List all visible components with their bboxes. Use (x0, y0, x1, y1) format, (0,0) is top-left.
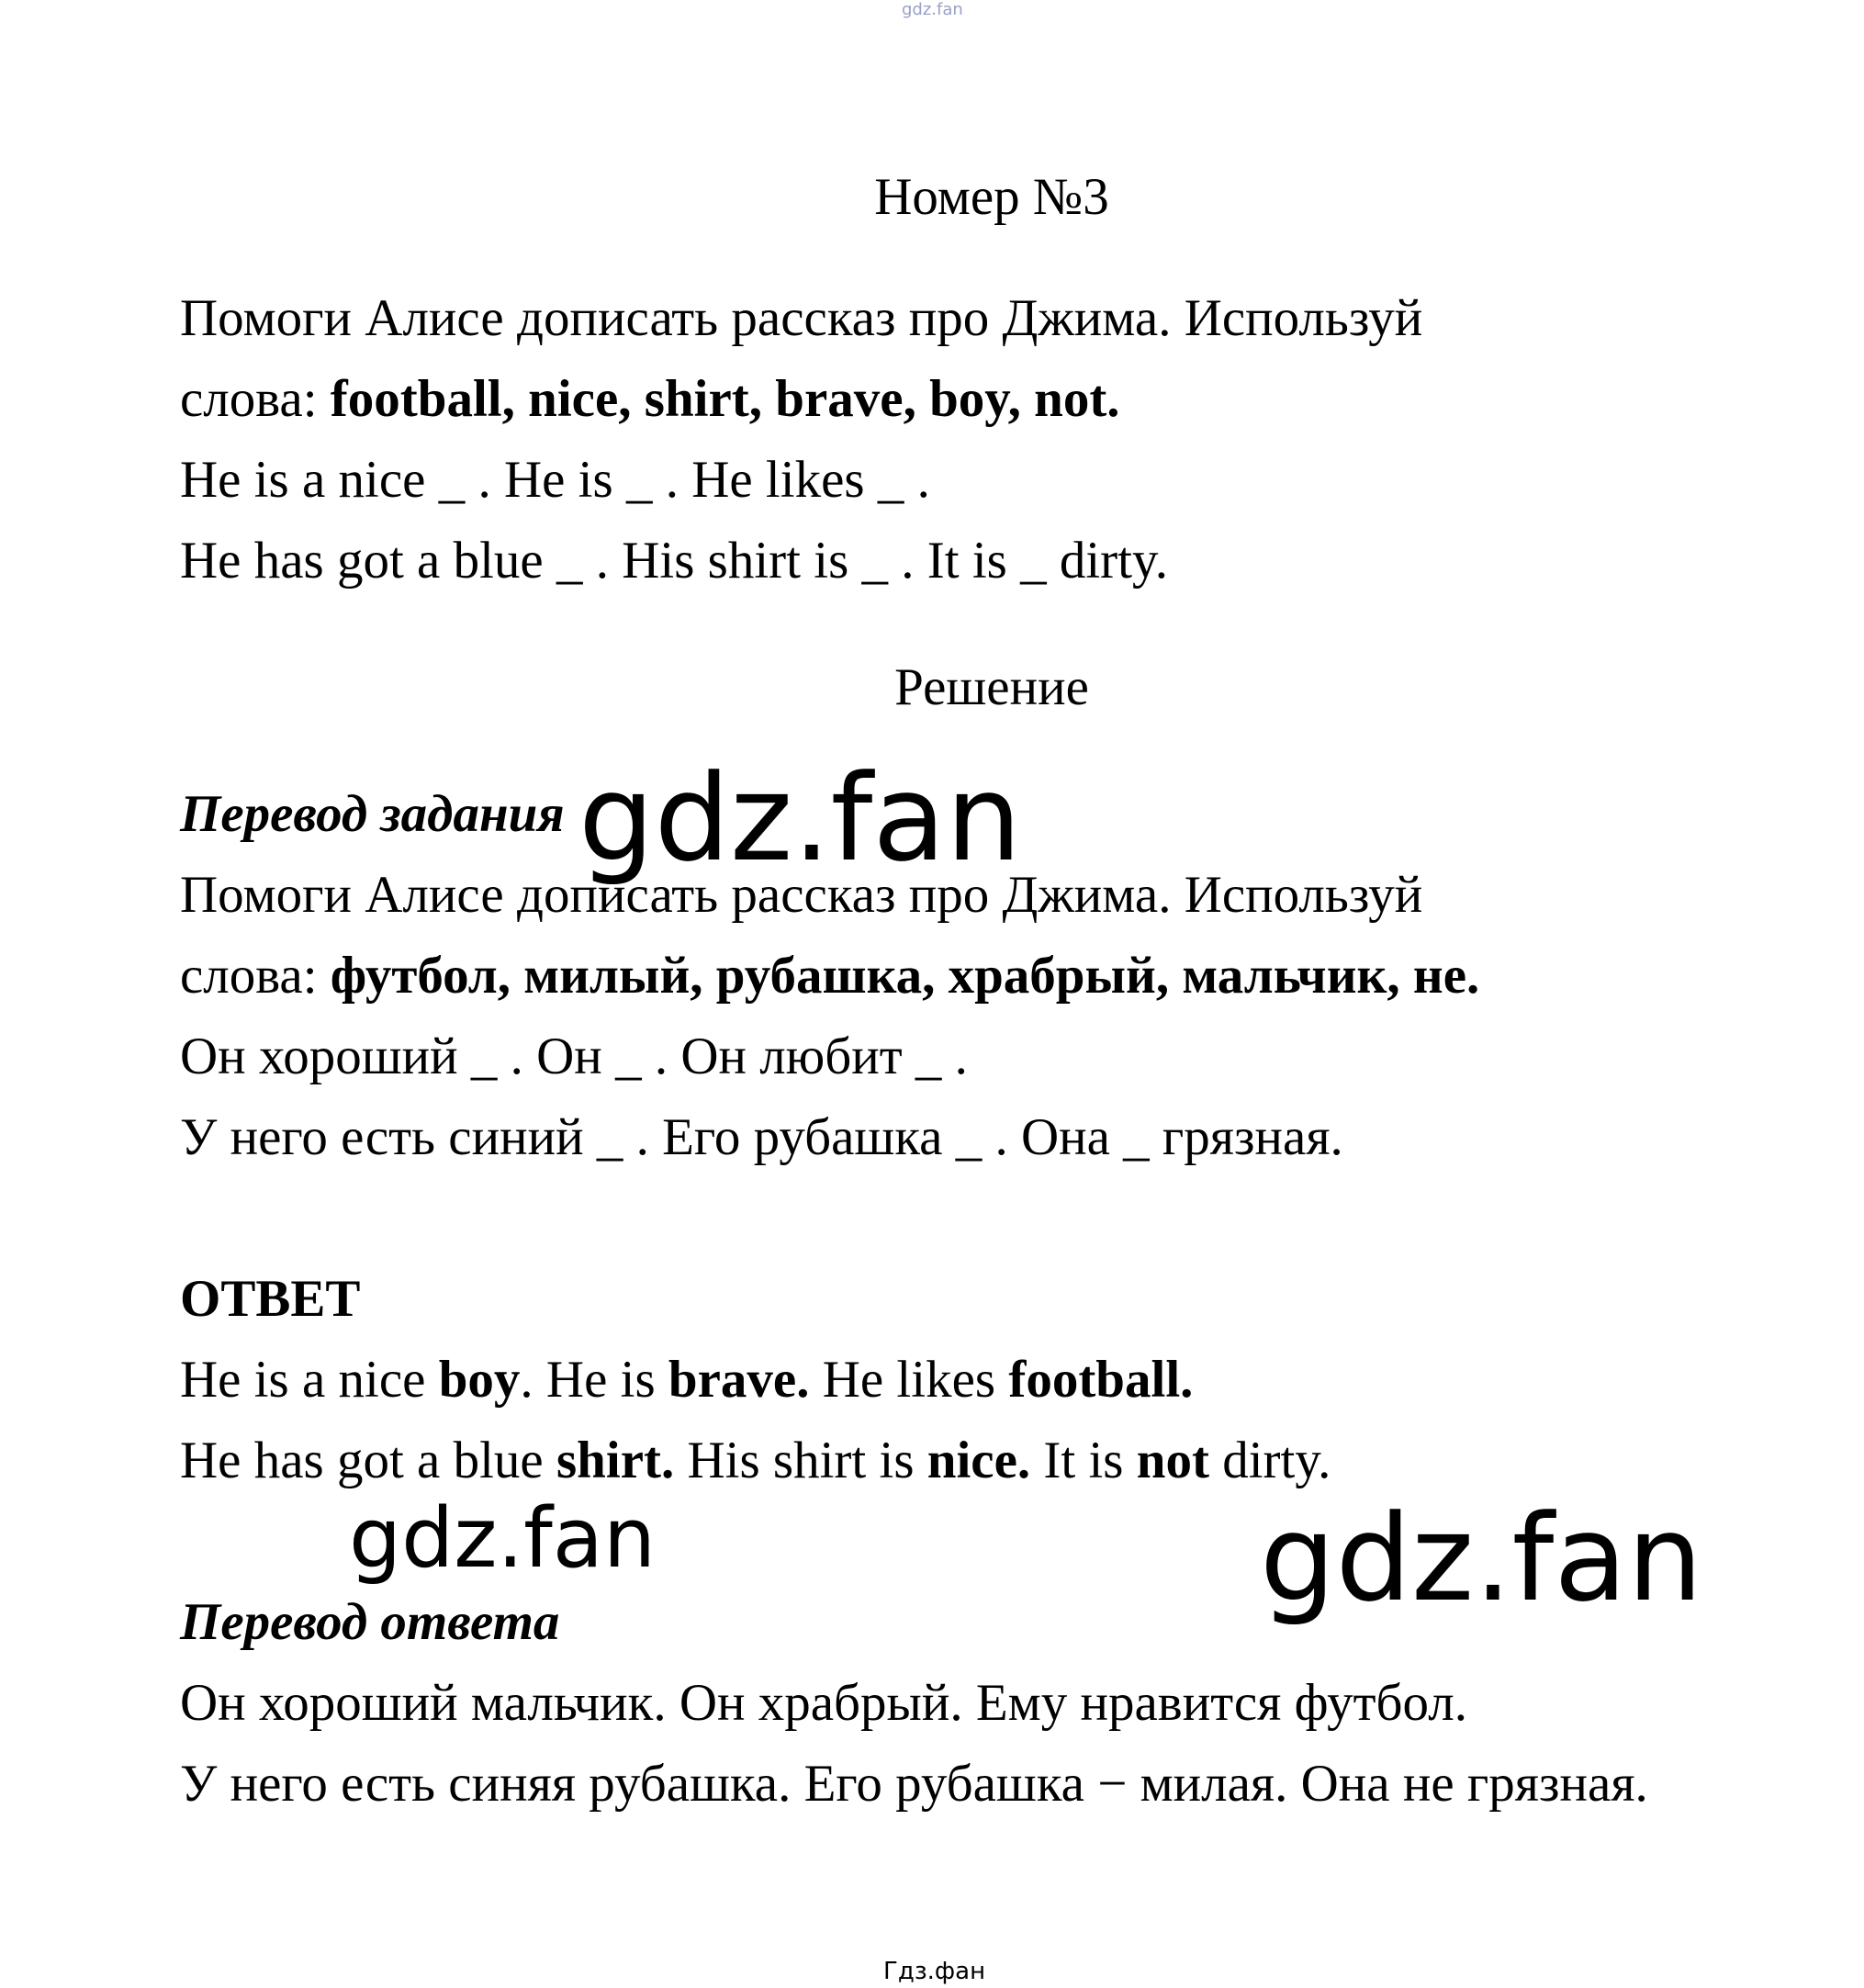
task-words: football, nice, shirt, brave, boy, not. (330, 370, 1120, 428)
task-line-3: He is a nice _ . He is _ . He likes _ . (180, 451, 930, 509)
translation-line-2 (180, 944, 1479, 1008)
answer-1-word-3: football. (1008, 1351, 1194, 1409)
answer-line-2 (180, 1429, 1331, 1493)
answer-2-word-3: not (1136, 1432, 1209, 1489)
answer-2-text-2: His shirt is (674, 1432, 927, 1489)
answer-1-word-1: boy (438, 1351, 521, 1409)
answer-1-text-1: He is a nice (180, 1351, 439, 1409)
answer-2-word-1: shirt. (556, 1432, 675, 1489)
task-words-prefix: слова: (180, 370, 331, 428)
translation-words-prefix: слова: (180, 947, 331, 1005)
answer-1-text-2: . He is (520, 1351, 668, 1409)
solution-heading: Решение (894, 658, 1089, 716)
answer-translation-line-1: Он хороший мальчик. Он храбрый. Ему нравится футбол. (180, 1674, 1467, 1732)
answer-heading (180, 1267, 360, 1331)
watermark-large-2: gdz.fan (1260, 1488, 1703, 1628)
task-line-4: He has got a blue _ . His shirt is _ . It is _ dirty. (180, 532, 1169, 590)
answer-1-word-2: brave. (668, 1351, 810, 1409)
translation-heading-text: Перевод задания (180, 785, 565, 843)
watermark-top: gdz.fan (902, 0, 963, 19)
watermark-medium: gdz.fan (349, 1490, 656, 1587)
watermark-large-1: gdz.fan (578, 748, 1022, 888)
answer-2-text-1: He has got a blue (180, 1432, 556, 1489)
translation-line-4: У него есть синий _ . Его рубашка _ . Она _ грязная. (180, 1108, 1343, 1166)
answer-2-text-3: It is (1030, 1432, 1137, 1489)
answer-heading-text: ОТВЕТ (180, 1270, 361, 1328)
answer-translation-heading (180, 1590, 559, 1655)
translation-line-3: Он хороший _ . Он _ . Он любит _ . (180, 1028, 968, 1085)
answer-translation-line-2: У него есть синяя рубашка. Его рубашка − милая. Она не грязная. (180, 1755, 1648, 1813)
answer-2-word-2: nice. (926, 1432, 1031, 1489)
translation-heading (180, 782, 565, 847)
answer-translation-heading-text: Перевод ответа (180, 1593, 560, 1651)
answer-line-1 (180, 1348, 1193, 1412)
answer-2-text-4: dirty. (1208, 1432, 1331, 1489)
page-title: Номер №3 (874, 168, 1109, 226)
translation-line-1: Помоги Алисе дописать рассказ про Джима. Используй (180, 866, 1423, 924)
footer-text: Гдз.фан (883, 1958, 986, 1985)
task-line-2 (180, 367, 1120, 432)
translation-words: футбол, милый, рубашка, храбрый, мальчик, не. (330, 947, 1480, 1005)
task-line-1: Помоги Алисе дописать рассказ про Джима. Используй (180, 289, 1423, 347)
answer-1-text-3: He likes (809, 1351, 1009, 1409)
